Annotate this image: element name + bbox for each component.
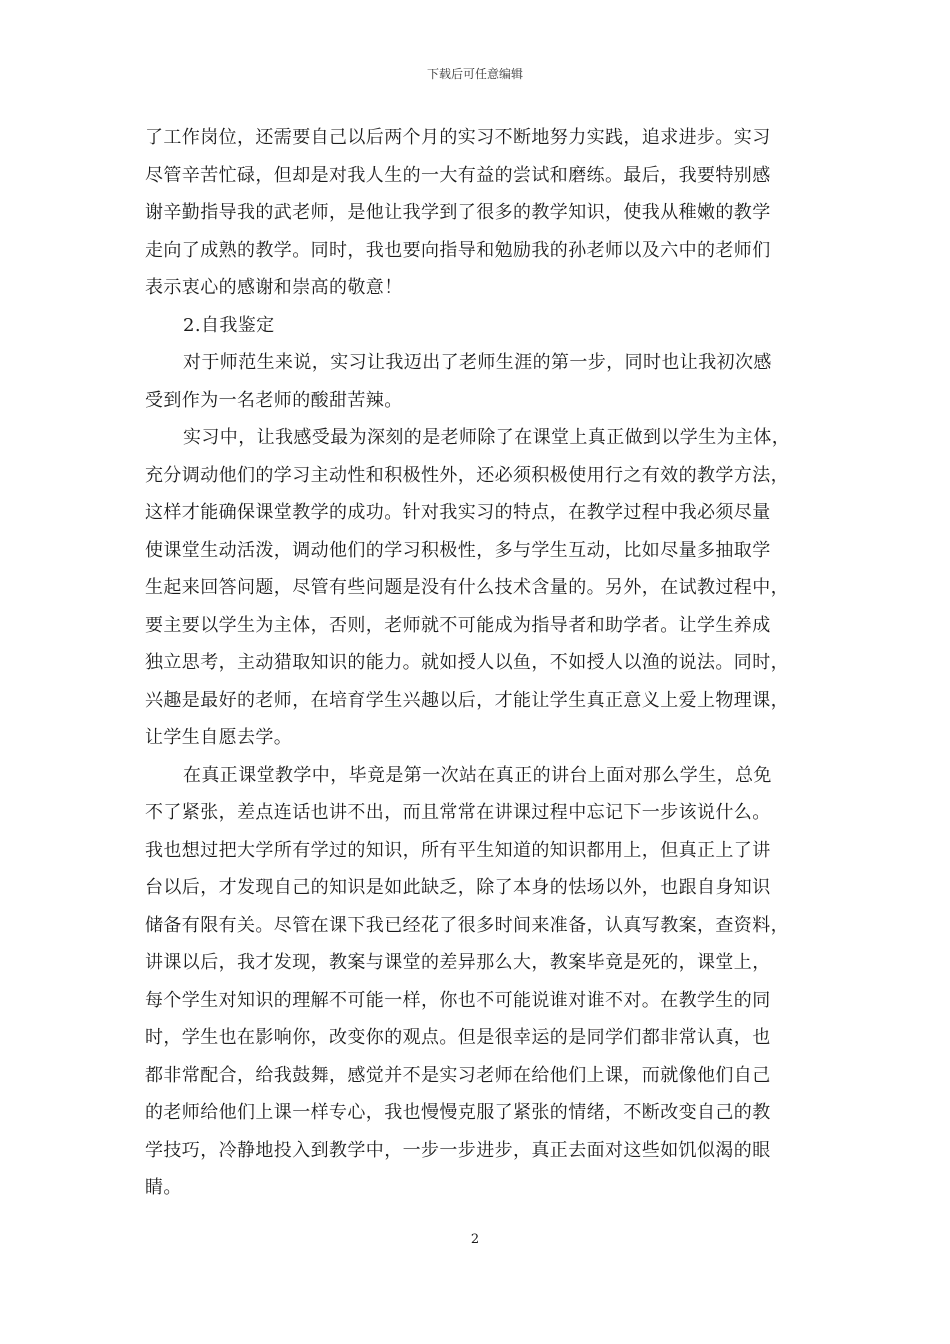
page-number: 2 bbox=[470, 1232, 480, 1247]
text-line: 储备有限有关。尽管在课下我已经花了很多时间来准备，认真写教案，查资料， bbox=[145, 914, 789, 936]
text-line: 这样才能确保课堂教学的成功。针对我实习的特点，在教学过程中我必须尽量 bbox=[145, 502, 771, 523]
text-line: 生起来回答问题，尽管有些问题是没有什么技术含量的。另外，在试教过程中， bbox=[145, 577, 789, 598]
text-line: 都非常配合，给我鼓舞，感觉并不是实习老师在给他们上课，而就像他们自己 bbox=[145, 1064, 771, 1086]
text-line: 不了紧张，差点连话也讲不出，而且常常在讲课过程中忘记下一步该说什么。 bbox=[145, 802, 771, 823]
paragraph-closing-thanks bbox=[145, 119, 810, 307]
text-line: 时，学生也在影响你，改变你的观点。但是很幸运的是同学们都非常认真，也 bbox=[145, 1027, 771, 1048]
text-line: 实习中，让我感受最为深刻的是老师除了在课堂上真正做到以学生为主体， bbox=[183, 427, 791, 448]
text-line: 让学生自愿去学。 bbox=[145, 727, 293, 748]
text-line: 对于师范生来说，实习让我迈出了老师生涯的第一步，同时也让我初次感 bbox=[183, 352, 772, 373]
text-line: 每个学生对知识的理解不可能一样，你也不可能说谁对谁不对。在教学生的同 bbox=[145, 989, 771, 1011]
text-line: 的老师给他们上课一样专心，我也慢慢克服了紧张的情绪，不断改变自己的教 bbox=[145, 1102, 771, 1123]
text-line: 讲课以后，我才发现，教案与课堂的差异那么大，教案毕竟是死的，课堂上， bbox=[145, 952, 771, 973]
section-heading-text: 2.自我鉴定 bbox=[183, 314, 275, 336]
text-line: 充分调动他们的学习主动性和积极性外，还必须积极使用行之有效的教学方法， bbox=[145, 464, 789, 486]
text-line: 走向了成熟的教学。同时，我也要向指导和勉励我的孙老师以及六中的老师们 bbox=[145, 239, 771, 261]
text-line: 睛。 bbox=[145, 1177, 182, 1198]
text-line: 谢辛勤指导我的武老师，是他让我学到了很多的教学知识，使我从稚嫩的教学 bbox=[145, 202, 771, 223]
text-line: 我也想过把大学所有学过的知识，所有平生知道的知识都用上，但真正上了讲 bbox=[145, 839, 771, 861]
text-line: 尽管辛苦忙碌，但却是对我人生的一大有益的尝试和磨练。最后，我要特别感 bbox=[145, 164, 771, 186]
page-header-note: 下载后可任意编辑 bbox=[426, 67, 523, 81]
text-line: 了工作岗位，还需要自己以后两个月的实习不断地努力实践，追求进步。实习 bbox=[145, 127, 771, 148]
text-line: 学技巧，冷静地投入到教学中，一步一步进步，真正去面对这些如饥似渴的眼 bbox=[145, 1139, 771, 1161]
text-line: 受到作为一名老师的酸甜苦辣。 bbox=[145, 389, 403, 411]
paragraph-teaching-method bbox=[145, 419, 810, 757]
text-line: 在真正课堂教学中，毕竟是第一次站在真正的讲台上面对那么学生，总免 bbox=[183, 764, 772, 786]
document-body bbox=[145, 119, 810, 1207]
text-line: 表示衷心的感谢和崇高的敬意！ bbox=[145, 277, 403, 298]
text-line: 要主要以学生为主体，否则，老师就不可能成为指导者和助学者。让学生养成 bbox=[145, 614, 771, 636]
paragraph-intro bbox=[145, 344, 810, 419]
text-line: 兴趣是最好的老师，在培育学生兴趣以后，才能让学生真正意义上爱上物理课， bbox=[145, 689, 789, 711]
text-line: 台以后，才发现自己的知识是如此缺乏，除了本身的怯场以外，也跟自身知识 bbox=[145, 877, 771, 898]
section-heading bbox=[145, 307, 810, 345]
text-line: 使课堂生动活泼，调动他们的学习积极性，多与学生互动，比如尽量多抽取学 bbox=[145, 539, 771, 561]
paragraph-classroom-experience bbox=[145, 757, 810, 1207]
text-line: 独立思考，主动猎取知识的能力。就如授人以鱼，不如授人以渔的说法。同时， bbox=[145, 652, 789, 673]
